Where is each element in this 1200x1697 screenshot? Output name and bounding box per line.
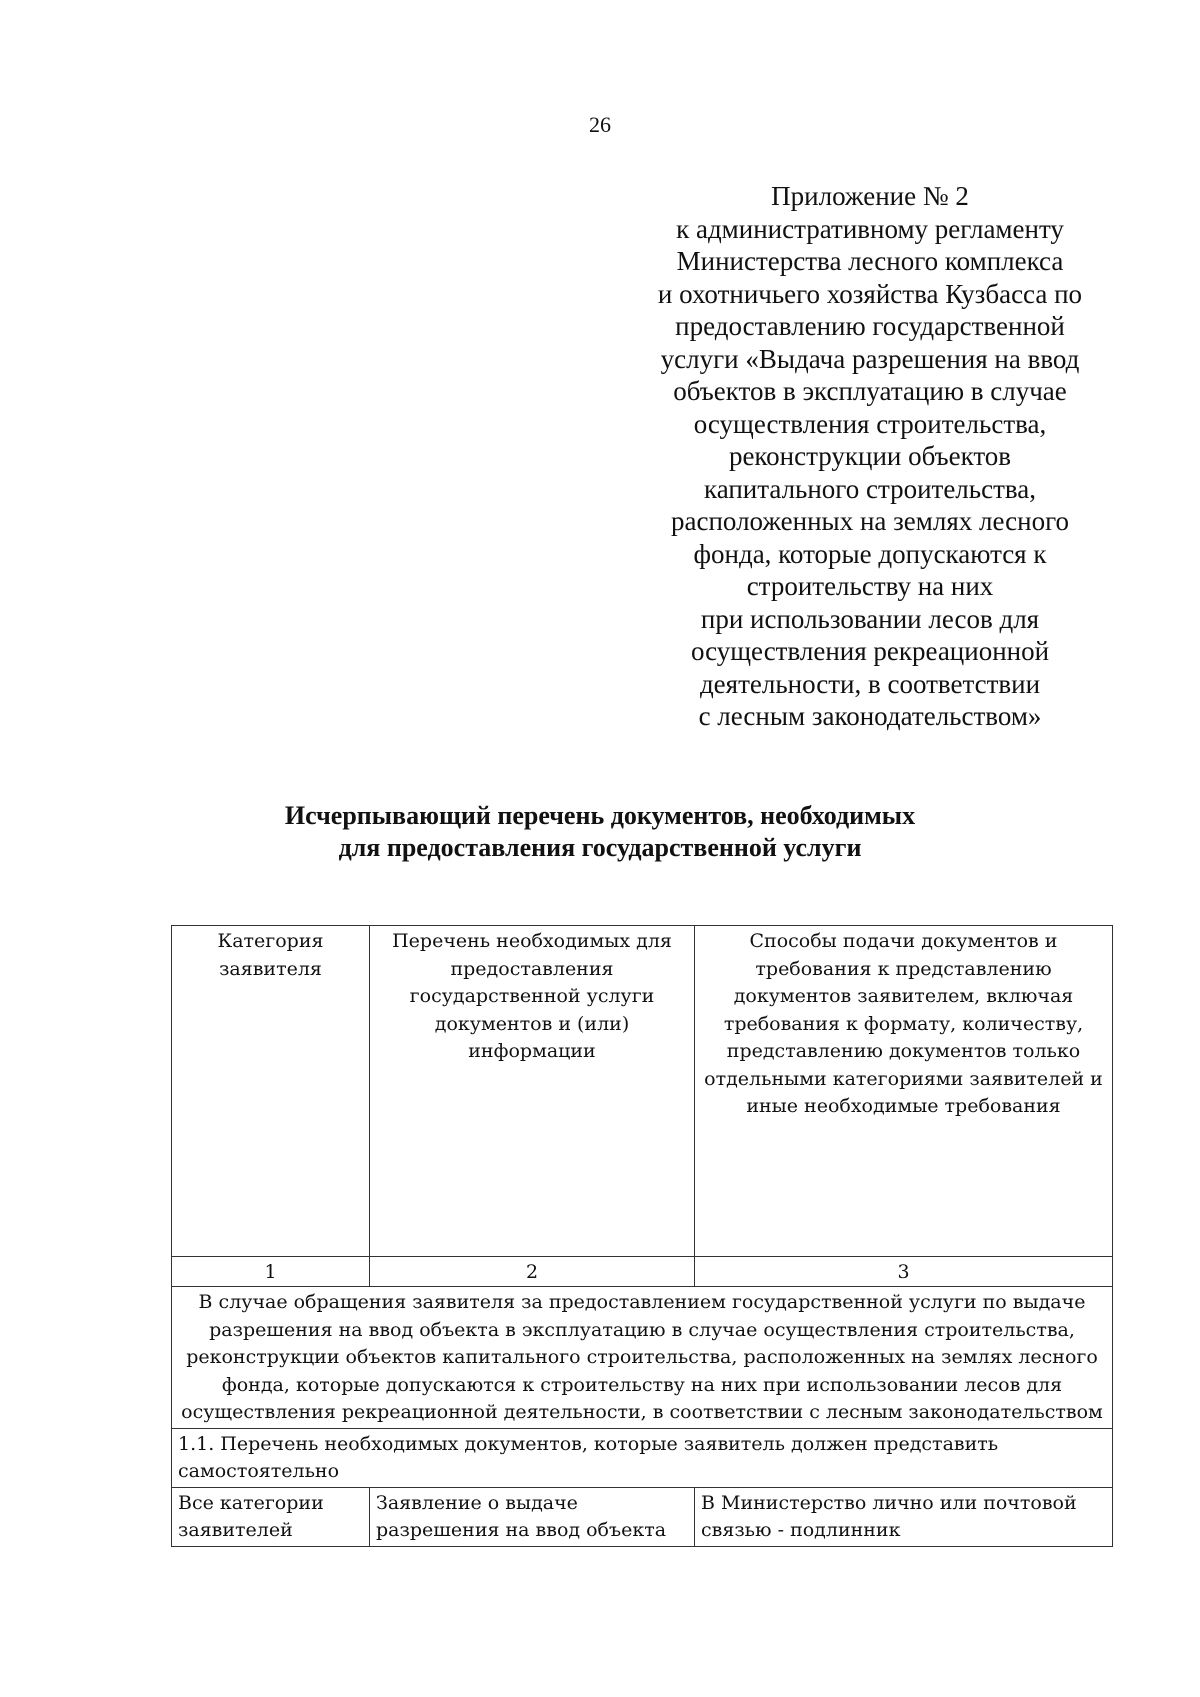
- subsection-row: [172, 1428, 1113, 1487]
- header-documents-list: Перечень необходимых для предоставления государственной услуги документов и (или) информации: [370, 926, 695, 1257]
- appendix-line: предоставлению государственной: [675, 311, 1065, 341]
- appendix-line: фонда, которые допускаются к: [693, 538, 1047, 569]
- appendix-line: осуществления строительства,: [693, 408, 1047, 439]
- appendix-line: услуги «Выдача разрешения на ввод: [660, 343, 1080, 374]
- column-number: 2: [370, 1257, 695, 1287]
- appendix-line: при использовании лесов для: [700, 603, 1040, 634]
- appendix-line: и охотничьего хозяйства Кузбасса по: [657, 278, 1083, 309]
- document-title: [0, 800, 1200, 864]
- documents-table: [171, 925, 1113, 1547]
- section-description: В случае обращения заявителя за предоставлением государственной услуги по выдаче разрешения на ввод объекта в эксплуатацию в случае осуществления строительства, реконструкции объектов капитального строительства, расположенных на землях лесного фонда, которые допускаются к строительству на них при использовании лесов для осуществления рекреационной деятельности, в соответствии с лесным законодательством: [172, 1287, 1113, 1429]
- appendix-line: Министерства лесного комплекса: [676, 246, 1064, 276]
- column-number-row: [172, 1257, 1113, 1287]
- column-number: 1: [172, 1257, 370, 1287]
- appendix-line: капитального строительства,: [703, 473, 1036, 504]
- table-header-row: [172, 926, 1113, 1257]
- table-row: [172, 1487, 1113, 1546]
- document-title-line: Исчерпывающий перечень документов, необходимых: [284, 801, 916, 830]
- cell-applicant-category: Все категории заявителей: [172, 1487, 370, 1546]
- appendix-line: к административному регламенту: [676, 213, 1064, 244]
- appendix-line: объектов в эксплуатацию в случае: [673, 376, 1067, 406]
- appendix-line: осуществления рекреационной: [690, 636, 1050, 666]
- appendix-line: Приложение № 2: [771, 181, 969, 211]
- column-number: 3: [695, 1257, 1113, 1287]
- appendix-line: деятельности, в соответствии: [699, 668, 1041, 699]
- section-row: [172, 1287, 1113, 1429]
- header-applicant-category: Категория заявителя: [172, 926, 370, 1257]
- appendix-line: расположенных на землях лесного: [671, 506, 1069, 536]
- appendix-line: реконструкции объектов: [728, 441, 1012, 471]
- appendix-heading: [630, 180, 1110, 733]
- subsection-heading: 1.1. Перечень необходимых документов, которые заявитель должен представить самостоятельно: [172, 1428, 1113, 1487]
- cell-document: Заявление о выдаче разрешения на ввод объекта: [370, 1487, 695, 1546]
- appendix-line: строительству на них: [746, 571, 994, 601]
- document-title-line: для предоставления государственной услуги: [338, 833, 862, 862]
- header-submission-methods: Способы подачи документов и требования к представлению документов заявителем, включая требования к формату, количеству, представлению документов только отдельными категориями заявителей и иные необходимые требования: [695, 926, 1113, 1257]
- appendix-line: с лесным законодательством»: [698, 701, 1042, 731]
- page-number: 26: [589, 112, 611, 137]
- cell-submission-method: В Министерство лично или почтовой связью - подлинник: [695, 1487, 1113, 1546]
